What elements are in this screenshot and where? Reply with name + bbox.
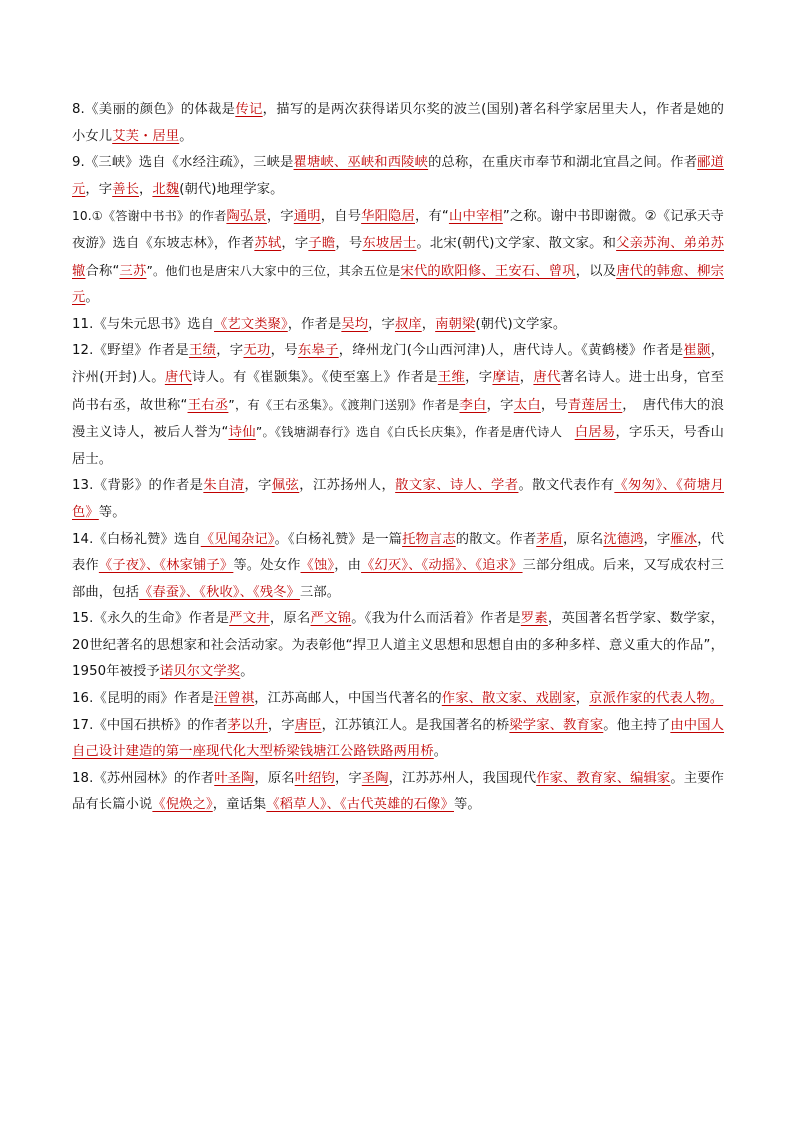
- answer-text: 沈德鸿: [603, 531, 644, 547]
- note-text: 12.《野望》作者是: [72, 343, 189, 359]
- document-body: [72, 97, 724, 819]
- note-text: ，原名: [269, 611, 311, 627]
- answer-text: 作家、散文家、戏剧家: [441, 691, 576, 707]
- note-text: ，童话集: [212, 797, 267, 813]
- answer-text: 罗素: [520, 611, 548, 627]
- note-item: [72, 766, 724, 819]
- note-text: ，字: [85, 181, 113, 197]
- note-text: ，原名: [254, 770, 295, 786]
- note-text: ，字乐天，号香山居士。: [72, 425, 724, 467]
- note-text: ，字: [281, 235, 309, 251]
- answer-text: 唐代: [164, 369, 193, 385]
- note-text: 18.《苏州园林》的作者: [72, 770, 215, 786]
- note-text: 11.《与朱元思书》选自: [72, 316, 215, 332]
- note-text: (朝代)文学家。: [475, 316, 567, 332]
- answer-text: 《见闻杂记》: [200, 531, 275, 547]
- answer-text: 崔颢: [683, 343, 711, 359]
- note-item: [72, 713, 724, 766]
- note-text: ，江苏镇江人。是我国著名的桥: [321, 717, 510, 733]
- answer-text: 梁学家、教育家: [509, 717, 604, 733]
- answer-text: 茅以升: [227, 717, 268, 733]
- answer-text: 王绩: [188, 343, 217, 359]
- note-text: 。北宋(朝代)文学家、散文家。和: [416, 235, 617, 251]
- note-item: [72, 150, 724, 203]
- answer-text: 南朝梁: [435, 316, 476, 332]
- note-text: ，字: [216, 343, 244, 359]
- note-text: ，江苏高邮人，中国当代著名的: [254, 691, 442, 707]
- answer-text: 《稻草人》、《古代英雄的石像》: [266, 797, 454, 813]
- answer-text: 苏轼: [254, 235, 282, 251]
- note-text: 著名诗人。进士出身，官至尚书右丞，故世称“: [72, 369, 725, 413]
- answer-text: 《匆匆》、《荷塘月色》: [72, 478, 725, 520]
- note-text: ，字: [266, 209, 294, 225]
- note-text: ，自号: [320, 209, 362, 225]
- answer-text: 摩诘: [492, 369, 520, 385]
- answer-text: 李白: [459, 397, 487, 413]
- answer-text: 《倪焕之》: [152, 797, 213, 813]
- note-text: ，绛州龙门(今山西河津)人，唐代诗人。《黄鹤楼》作者是: [338, 343, 684, 359]
- answer-text: 太白: [513, 397, 541, 413]
- note-item: [72, 473, 724, 526]
- answer-text: 汪曾祺: [214, 691, 255, 707]
- answer-text: 艾芙・居里: [112, 128, 180, 144]
- note-text: ，字: [267, 717, 295, 733]
- note-text: 。散文代表作有: [518, 478, 615, 494]
- note-text: 三部分组成。后来，又写成农村三部曲，包括: [72, 558, 725, 600]
- note-text: ，代表作: [72, 531, 725, 574]
- answer-text: 郦道元: [72, 155, 725, 197]
- note-text: 诗人。有《崔颢集》。《使至塞上》作者是: [192, 369, 438, 385]
- note-item: [72, 606, 724, 686]
- note-item: [72, 527, 724, 607]
- answer-text: 圣陶: [361, 770, 389, 786]
- note-text: ，原名: [563, 531, 604, 547]
- note-text: (朝代)地理学家。: [179, 181, 284, 197]
- answer-text: 《春蚕》、《秋收》、《残冬》: [138, 584, 300, 600]
- answer-text: 托物言志: [402, 531, 456, 547]
- note-text: ，字: [244, 478, 272, 494]
- answer-text: 朱自清: [203, 478, 245, 494]
- answer-text: 华阳隐居: [361, 209, 415, 225]
- note-text: ，江苏扬州人，: [299, 478, 396, 494]
- note-text: ”，有《王右丞集》。《渡荆门送别》作者是: [228, 397, 460, 412]
- answer-text: 唐臣: [294, 717, 322, 733]
- answer-text: 诺贝尔文学奖: [159, 664, 241, 680]
- answer-text: 王维: [437, 369, 466, 385]
- note-text: 13.《背影》的作者是: [72, 478, 204, 494]
- note-text: ，描写的是两次获得诺贝尔奖的波兰(国别)著名科学家居里夫人，作者是她的小女儿: [72, 102, 724, 144]
- note-text: 等。: [98, 504, 126, 520]
- answer-text: 东皋子: [297, 343, 339, 359]
- answer-text: 子瞻: [308, 235, 336, 251]
- answer-text: 京派作家的代表人物。: [589, 691, 724, 707]
- note-item: [72, 312, 724, 339]
- answer-text: 唐代的韩愈、柳宗元: [72, 263, 724, 306]
- answer-text: 散文家、诗人、学者: [395, 478, 519, 494]
- note-text: 14.《白杨礼赞》选自: [72, 531, 201, 547]
- note-item: [72, 97, 724, 150]
- answer-text: 无功: [243, 343, 271, 359]
- note-text: 。: [433, 744, 448, 760]
- answer-text: 严文井: [229, 611, 270, 627]
- note-text: 。: [179, 128, 193, 144]
- note-text: 17.《中国石拱桥》的作者: [72, 717, 228, 733]
- answer-text: 唐代: [533, 369, 561, 385]
- answer-text: 陶弘景: [226, 209, 267, 225]
- note-text: ，字: [465, 369, 493, 385]
- note-text: 。: [240, 664, 254, 680]
- answer-text: 王右丞: [187, 397, 229, 413]
- note-text: 合称“: [85, 263, 120, 279]
- answer-text: 叶绍钧: [294, 770, 335, 786]
- answer-text: 佩弦: [271, 478, 300, 494]
- answer-text: 雁冰: [670, 531, 698, 547]
- answer-text: 北魏: [152, 181, 180, 197]
- note-text: ， 唐代伟大的浪漫主义诗人，被后人誉为“: [72, 397, 725, 441]
- note-text: 。《白杨礼赞》是一篇: [274, 531, 403, 547]
- note-text: 等。: [453, 797, 481, 813]
- answer-text: 父亲苏洵、弟弟苏辙: [72, 235, 724, 279]
- answer-text: 青莲居士: [568, 397, 623, 413]
- note-text: 三部。: [299, 584, 341, 600]
- note-text: ，号: [540, 397, 569, 413]
- answer-text: 宋代的欧阳修、王安石、曾巩: [400, 263, 576, 279]
- answer-text: 东坡居士: [362, 235, 417, 251]
- note-text: ，: [575, 691, 590, 707]
- note-text: ”之称。谢中书即谢微。②《记承天寺夜游》选自《东坡志林》，作者: [72, 209, 724, 251]
- answer-text: 山中宰相: [448, 209, 503, 225]
- answer-text: 三苏: [119, 263, 147, 279]
- note-text: ，由: [334, 558, 362, 574]
- note-text: 9.《三峡》选自《水经注疏》，三峡是: [72, 155, 294, 171]
- answer-text: 《幻灭》、《动摇》、《追求》: [361, 558, 523, 574]
- note-text: 8.《美丽的颜色》的体裁是: [72, 102, 236, 117]
- answer-text: 由中国人自己设计建造的第一座现代化大型桥梁钱塘江公路铁路两用桥: [72, 717, 725, 760]
- note-text: ，字: [643, 531, 671, 547]
- note-text: 10.①《答谢中书书》的作者: [72, 209, 227, 224]
- note-text: ，江苏苏州人，我国现代: [388, 770, 537, 786]
- note-text: ，字: [368, 316, 395, 332]
- note-text: ”。他们也是唐宋八大家中的三位，其余五位是: [146, 263, 401, 278]
- note-text: ”。《钱塘湖春行》选自《白氏长庆集》，作者是唐代诗人: [255, 425, 575, 440]
- note-text: ，以及: [575, 263, 617, 279]
- answer-text: 《艺文类聚》: [214, 316, 288, 332]
- note-text: ，字: [334, 770, 362, 786]
- note-item: [72, 338, 724, 473]
- answer-text: 诗仙: [228, 425, 256, 441]
- answer-text: 吴均: [341, 316, 369, 332]
- note-text: 。他主持了: [603, 717, 671, 733]
- answer-text: 严文锦: [310, 611, 352, 627]
- answer-text: 瞿塘峡、巫峡和西陵峡: [293, 155, 429, 171]
- note-item: [72, 203, 724, 311]
- note-text: ，英国著名哲学家、数学家，20世纪著名的思想家和社会活动家。为表彰他“捍卫人道主义思想和思想自由的多种多样、意义重大的作品”，1950年被授予: [72, 611, 724, 680]
- note-text: 。主要作品有长篇小说: [72, 770, 725, 813]
- note-item: [72, 686, 724, 713]
- note-text: 。: [85, 290, 99, 306]
- note-text: ，字: [486, 397, 514, 413]
- answer-text: 《蚀》: [300, 558, 335, 574]
- note-text: ，: [421, 316, 436, 332]
- note-text: 15.《永久的生命》作者是: [72, 611, 230, 627]
- answer-text: 白居易: [574, 425, 616, 441]
- note-text: 等。处女作: [233, 558, 301, 574]
- note-text: ，有“: [415, 209, 449, 225]
- note-text: ，作者是: [287, 316, 342, 332]
- note-text: ，: [139, 181, 153, 197]
- answer-text: 通明: [293, 209, 321, 225]
- answer-text: 善长: [112, 181, 139, 197]
- note-text: ，号: [335, 235, 363, 251]
- answer-text: 叔庠: [394, 316, 422, 332]
- answer-text: 作家、教育家、编辑家: [536, 770, 671, 786]
- note-text: 。《我为什么而活着》作者是: [351, 611, 521, 627]
- note-text: 的总称，在重庆市奉节和湖北宜昌之间。作者: [428, 155, 698, 171]
- answer-text: 茅盾: [536, 531, 564, 547]
- note-text: ，号: [270, 343, 298, 359]
- answer-text: 叶圣陶: [214, 770, 255, 786]
- note-text: 的散文。作者: [455, 531, 537, 547]
- note-text: 16.《昆明的雨》作者是: [72, 691, 215, 707]
- note-text: ，汴州(开封)人。: [72, 343, 725, 385]
- answer-text: 《子夜》、《林家铺子》: [98, 558, 234, 574]
- note-text: ，: [519, 369, 534, 385]
- answer-text: 传记: [235, 102, 263, 117]
